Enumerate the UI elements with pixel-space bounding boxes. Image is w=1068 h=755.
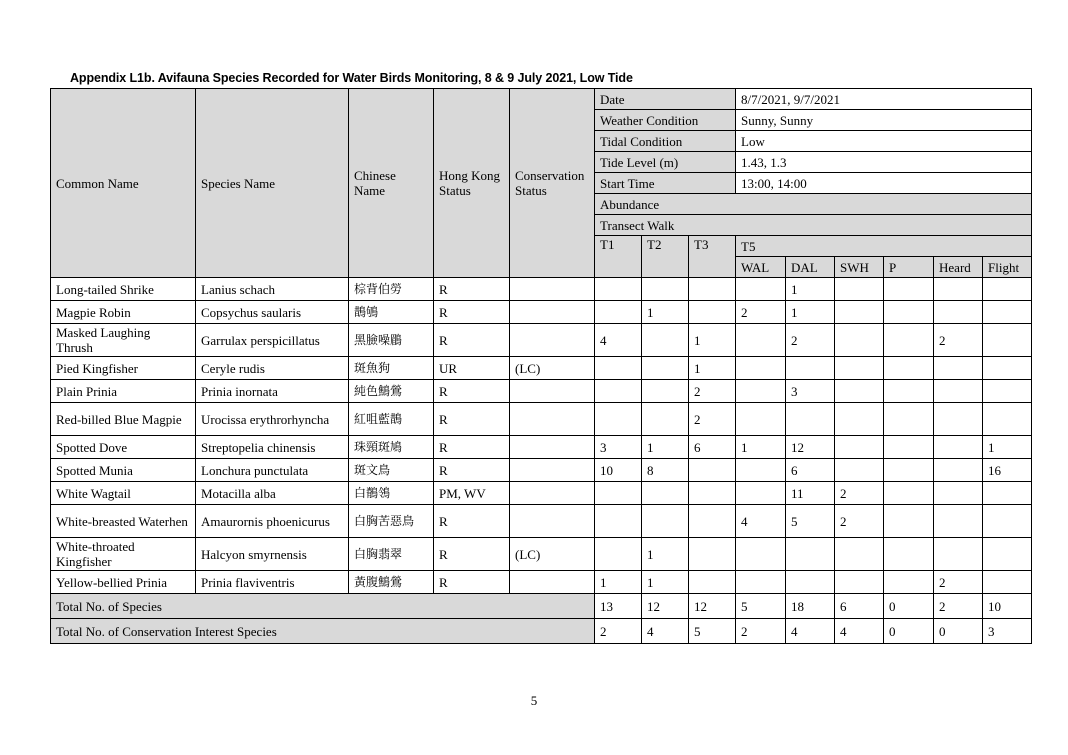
count-cell: [835, 357, 884, 380]
count-cell: 2: [689, 380, 736, 403]
conservation-status-cell: [510, 505, 595, 538]
info-label-weather: Weather Condition: [595, 110, 736, 131]
count-cell: [736, 482, 786, 505]
hk-status-cell: UR: [434, 357, 510, 380]
count-cell: [983, 505, 1032, 538]
total-value-cell: 4: [786, 619, 835, 644]
count-cell: [934, 459, 983, 482]
table-row: [51, 459, 1032, 482]
hk-status-cell: R: [434, 505, 510, 538]
count-cell: [884, 571, 934, 594]
count-cell: 1: [786, 278, 835, 301]
count-cell: [786, 357, 835, 380]
table-row: [51, 324, 1032, 357]
total-value-cell: 12: [642, 594, 689, 619]
t5-col-p: P: [884, 257, 934, 278]
chinese-name-cell: 純色鷦鶯: [349, 380, 434, 403]
species-name-cell: Motacilla alba: [196, 482, 349, 505]
species-name-cell: Lanius schach: [196, 278, 349, 301]
common-name-cell: Pied Kingfisher: [51, 357, 196, 380]
conservation-status-cell: [510, 571, 595, 594]
hk-status-cell: R: [434, 301, 510, 324]
total-value-cell: 5: [689, 619, 736, 644]
total-value-cell: 13: [595, 594, 642, 619]
count-cell: [983, 357, 1032, 380]
count-cell: [689, 459, 736, 482]
chinese-name-cell: 黑臉噪鶥: [349, 324, 434, 357]
count-cell: [736, 459, 786, 482]
species-name-cell: Urocissa erythrorhyncha: [196, 403, 349, 436]
count-cell: [835, 571, 884, 594]
totals-row: [51, 594, 1032, 619]
total-value-cell: 2: [934, 594, 983, 619]
conservation-status-cell: [510, 380, 595, 403]
transect-walk-label: Transect Walk: [595, 215, 1032, 236]
count-cell: 16: [983, 459, 1032, 482]
total-value-cell: 4: [642, 619, 689, 644]
count-cell: [983, 278, 1032, 301]
count-cell: [835, 380, 884, 403]
count-cell: 2: [934, 324, 983, 357]
info-value-weather: Sunny, Sunny: [736, 110, 1032, 131]
info-label-tide-level: Tide Level (m): [595, 152, 736, 173]
count-cell: [736, 324, 786, 357]
chinese-name-cell: 白胸苦惡鳥: [349, 505, 434, 538]
count-cell: [689, 301, 736, 324]
chinese-name-cell: 珠頸斑鳩: [349, 436, 434, 459]
count-cell: 6: [786, 459, 835, 482]
common-name-cell: Spotted Munia: [51, 459, 196, 482]
count-cell: [934, 301, 983, 324]
count-cell: [884, 357, 934, 380]
info-value-tide-level: 1.43, 1.3: [736, 152, 1032, 173]
count-cell: [689, 505, 736, 538]
count-cell: [934, 505, 983, 538]
count-cell: [736, 571, 786, 594]
count-cell: [595, 278, 642, 301]
conservation-status-cell: [510, 278, 595, 301]
count-cell: [689, 278, 736, 301]
count-cell: [786, 571, 835, 594]
total-value-cell: 0: [884, 594, 934, 619]
count-cell: 1: [642, 571, 689, 594]
count-cell: 6: [689, 436, 736, 459]
hk-status-cell: R: [434, 278, 510, 301]
count-cell: 1: [786, 301, 835, 324]
transect-t5: T5: [736, 236, 1032, 257]
header-hk-status: Hong Kong Status: [434, 89, 510, 278]
t5-col-wal: WAL: [736, 257, 786, 278]
count-cell: [786, 403, 835, 436]
common-name-cell: Long-tailed Shrike: [51, 278, 196, 301]
header-chinese-name: Chinese Name: [349, 89, 434, 278]
chinese-name-cell: 鵲鴝: [349, 301, 434, 324]
count-cell: [595, 403, 642, 436]
count-cell: [983, 482, 1032, 505]
t5-col-flight: Flight: [983, 257, 1032, 278]
chinese-name-cell: 棕背伯勞: [349, 278, 434, 301]
common-name-cell: Yellow-bellied Prinia: [51, 571, 196, 594]
count-cell: [983, 324, 1032, 357]
total-value-cell: 2: [736, 619, 786, 644]
count-cell: [736, 403, 786, 436]
count-cell: [884, 278, 934, 301]
count-cell: [884, 436, 934, 459]
count-cell: [983, 538, 1032, 571]
chinese-name-cell: 白胸翡翠: [349, 538, 434, 571]
header-common-name: Common Name: [51, 89, 196, 278]
total-value-cell: 18: [786, 594, 835, 619]
count-cell: [884, 505, 934, 538]
table-row: [51, 278, 1032, 301]
count-cell: [736, 278, 786, 301]
count-cell: [595, 380, 642, 403]
count-cell: [884, 482, 934, 505]
count-cell: [934, 482, 983, 505]
count-cell: 5: [786, 505, 835, 538]
count-cell: 1: [689, 324, 736, 357]
species-name-cell: Copsychus saularis: [196, 301, 349, 324]
count-cell: [934, 278, 983, 301]
count-cell: [934, 403, 983, 436]
count-cell: 2: [835, 505, 884, 538]
count-cell: [595, 357, 642, 380]
count-cell: 1: [642, 301, 689, 324]
count-cell: [595, 505, 642, 538]
common-name-cell: Spotted Dove: [51, 436, 196, 459]
table-row: [51, 380, 1032, 403]
count-cell: [642, 403, 689, 436]
count-cell: 2: [786, 324, 835, 357]
count-cell: [983, 380, 1032, 403]
totals-label: Total No. of Species: [51, 594, 595, 619]
count-cell: [835, 459, 884, 482]
count-cell: [736, 380, 786, 403]
species-name-cell: Lonchura punctulata: [196, 459, 349, 482]
hk-status-cell: PM, WV: [434, 482, 510, 505]
count-cell: [736, 357, 786, 380]
count-cell: [786, 538, 835, 571]
transect-t3: T3: [689, 236, 736, 278]
count-cell: [884, 324, 934, 357]
count-cell: [835, 324, 884, 357]
hk-status-cell: R: [434, 403, 510, 436]
total-value-cell: 4: [835, 619, 884, 644]
info-value-start-time: 13:00, 14:00: [736, 173, 1032, 194]
total-value-cell: 5: [736, 594, 786, 619]
conservation-status-cell: (LC): [510, 538, 595, 571]
table-row: [51, 571, 1032, 594]
header-species-name: Species Name: [196, 89, 349, 278]
total-value-cell: 2: [595, 619, 642, 644]
t5-col-dal: DAL: [786, 257, 835, 278]
conservation-status-cell: [510, 459, 595, 482]
species-name-cell: Halcyon smyrnensis: [196, 538, 349, 571]
species-name-cell: Garrulax perspicillatus: [196, 324, 349, 357]
conservation-status-cell: [510, 301, 595, 324]
t5-col-heard: Heard: [934, 257, 983, 278]
count-cell: 12: [786, 436, 835, 459]
totals-row: [51, 619, 1032, 644]
chinese-name-cell: 紅咀藍鵲: [349, 403, 434, 436]
count-cell: [689, 571, 736, 594]
count-cell: 2: [689, 403, 736, 436]
species-name-cell: Streptopelia chinensis: [196, 436, 349, 459]
count-cell: [642, 324, 689, 357]
chinese-name-cell: 白鶺鴒: [349, 482, 434, 505]
transect-t1: T1: [595, 236, 642, 278]
total-value-cell: 0: [934, 619, 983, 644]
count-cell: [934, 436, 983, 459]
hk-status-cell: R: [434, 459, 510, 482]
count-cell: [983, 403, 1032, 436]
conservation-status-cell: [510, 436, 595, 459]
count-cell: 1: [642, 436, 689, 459]
count-cell: 1: [736, 436, 786, 459]
count-cell: [835, 538, 884, 571]
table-row: [51, 505, 1032, 538]
count-cell: [595, 482, 642, 505]
count-cell: 11: [786, 482, 835, 505]
species-name-cell: Prinia inornata: [196, 380, 349, 403]
avifauna-table: [50, 88, 1032, 644]
count-cell: [884, 459, 934, 482]
abundance-label: Abundance: [595, 194, 1032, 215]
chinese-name-cell: 斑魚狗: [349, 357, 434, 380]
total-value-cell: 0: [884, 619, 934, 644]
count-cell: 3: [786, 380, 835, 403]
hk-status-cell: R: [434, 380, 510, 403]
count-cell: [595, 301, 642, 324]
count-cell: [642, 505, 689, 538]
count-cell: 1: [642, 538, 689, 571]
count-cell: [835, 301, 884, 324]
count-cell: 4: [595, 324, 642, 357]
table-row: [51, 538, 1032, 571]
header-row: [51, 89, 1032, 110]
hk-status-cell: R: [434, 571, 510, 594]
count-cell: 2: [736, 301, 786, 324]
count-cell: [934, 538, 983, 571]
hk-status-cell: R: [434, 324, 510, 357]
table-row: [51, 482, 1032, 505]
count-cell: [736, 538, 786, 571]
hk-status-cell: R: [434, 436, 510, 459]
count-cell: [835, 278, 884, 301]
count-cell: 1: [983, 436, 1032, 459]
count-cell: [642, 380, 689, 403]
count-cell: [934, 380, 983, 403]
count-cell: [689, 538, 736, 571]
info-label-date: Date: [595, 89, 736, 110]
page-number: 5: [530, 693, 538, 708]
count-cell: 10: [595, 459, 642, 482]
count-cell: 8: [642, 459, 689, 482]
count-cell: 1: [689, 357, 736, 380]
common-name-cell: Red-billed Blue Magpie: [51, 403, 196, 436]
species-name-cell: Prinia flaviventris: [196, 571, 349, 594]
count-cell: [642, 357, 689, 380]
count-cell: 2: [835, 482, 884, 505]
species-name-cell: Ceryle rudis: [196, 357, 349, 380]
count-cell: 1: [595, 571, 642, 594]
count-cell: [642, 278, 689, 301]
info-label-start-time: Start Time: [595, 173, 736, 194]
table-title: Appendix L1b. Avifauna Species Recorded for Water Birds Monitoring, 8 & 9 July 2021, Low Tide: [70, 71, 633, 85]
count-cell: [689, 482, 736, 505]
transect-t2: T2: [642, 236, 689, 278]
conservation-status-cell: [510, 403, 595, 436]
info-value-date: 8/7/2021, 9/7/2021: [736, 89, 1032, 110]
total-value-cell: 6: [835, 594, 884, 619]
common-name-cell: White Wagtail: [51, 482, 196, 505]
conservation-status-cell: (LC): [510, 357, 595, 380]
info-label-tidal: Tidal Condition: [595, 131, 736, 152]
table-row: [51, 403, 1032, 436]
common-name-cell: White-throated Kingfisher: [51, 538, 196, 571]
common-name-cell: Masked Laughing Thrush: [51, 324, 196, 357]
common-name-cell: White-breasted Waterhen: [51, 505, 196, 538]
table-row: [51, 357, 1032, 380]
conservation-status-cell: [510, 324, 595, 357]
table-row: [51, 301, 1032, 324]
count-cell: 2: [934, 571, 983, 594]
total-value-cell: 3: [983, 619, 1032, 644]
conservation-status-cell: [510, 482, 595, 505]
count-cell: [983, 301, 1032, 324]
species-name-cell: Amaurornis phoenicurus: [196, 505, 349, 538]
table-row: [51, 436, 1032, 459]
t5-col-swh: SWH: [835, 257, 884, 278]
common-name-cell: Magpie Robin: [51, 301, 196, 324]
count-cell: [835, 436, 884, 459]
total-value-cell: 10: [983, 594, 1032, 619]
count-cell: 3: [595, 436, 642, 459]
count-cell: [884, 301, 934, 324]
header-conservation-status: Conservation Status: [510, 89, 595, 278]
count-cell: [884, 403, 934, 436]
count-cell: [934, 357, 983, 380]
count-cell: [835, 403, 884, 436]
info-value-tidal: Low: [736, 131, 1032, 152]
chinese-name-cell: 黃腹鷦鶯: [349, 571, 434, 594]
totals-label: Total No. of Conservation Interest Species: [51, 619, 595, 644]
count-cell: 4: [736, 505, 786, 538]
count-cell: [595, 538, 642, 571]
total-value-cell: 12: [689, 594, 736, 619]
count-cell: [884, 380, 934, 403]
count-cell: [983, 571, 1032, 594]
count-cell: [642, 482, 689, 505]
chinese-name-cell: 斑文鳥: [349, 459, 434, 482]
hk-status-cell: R: [434, 538, 510, 571]
common-name-cell: Plain Prinia: [51, 380, 196, 403]
count-cell: [884, 538, 934, 571]
